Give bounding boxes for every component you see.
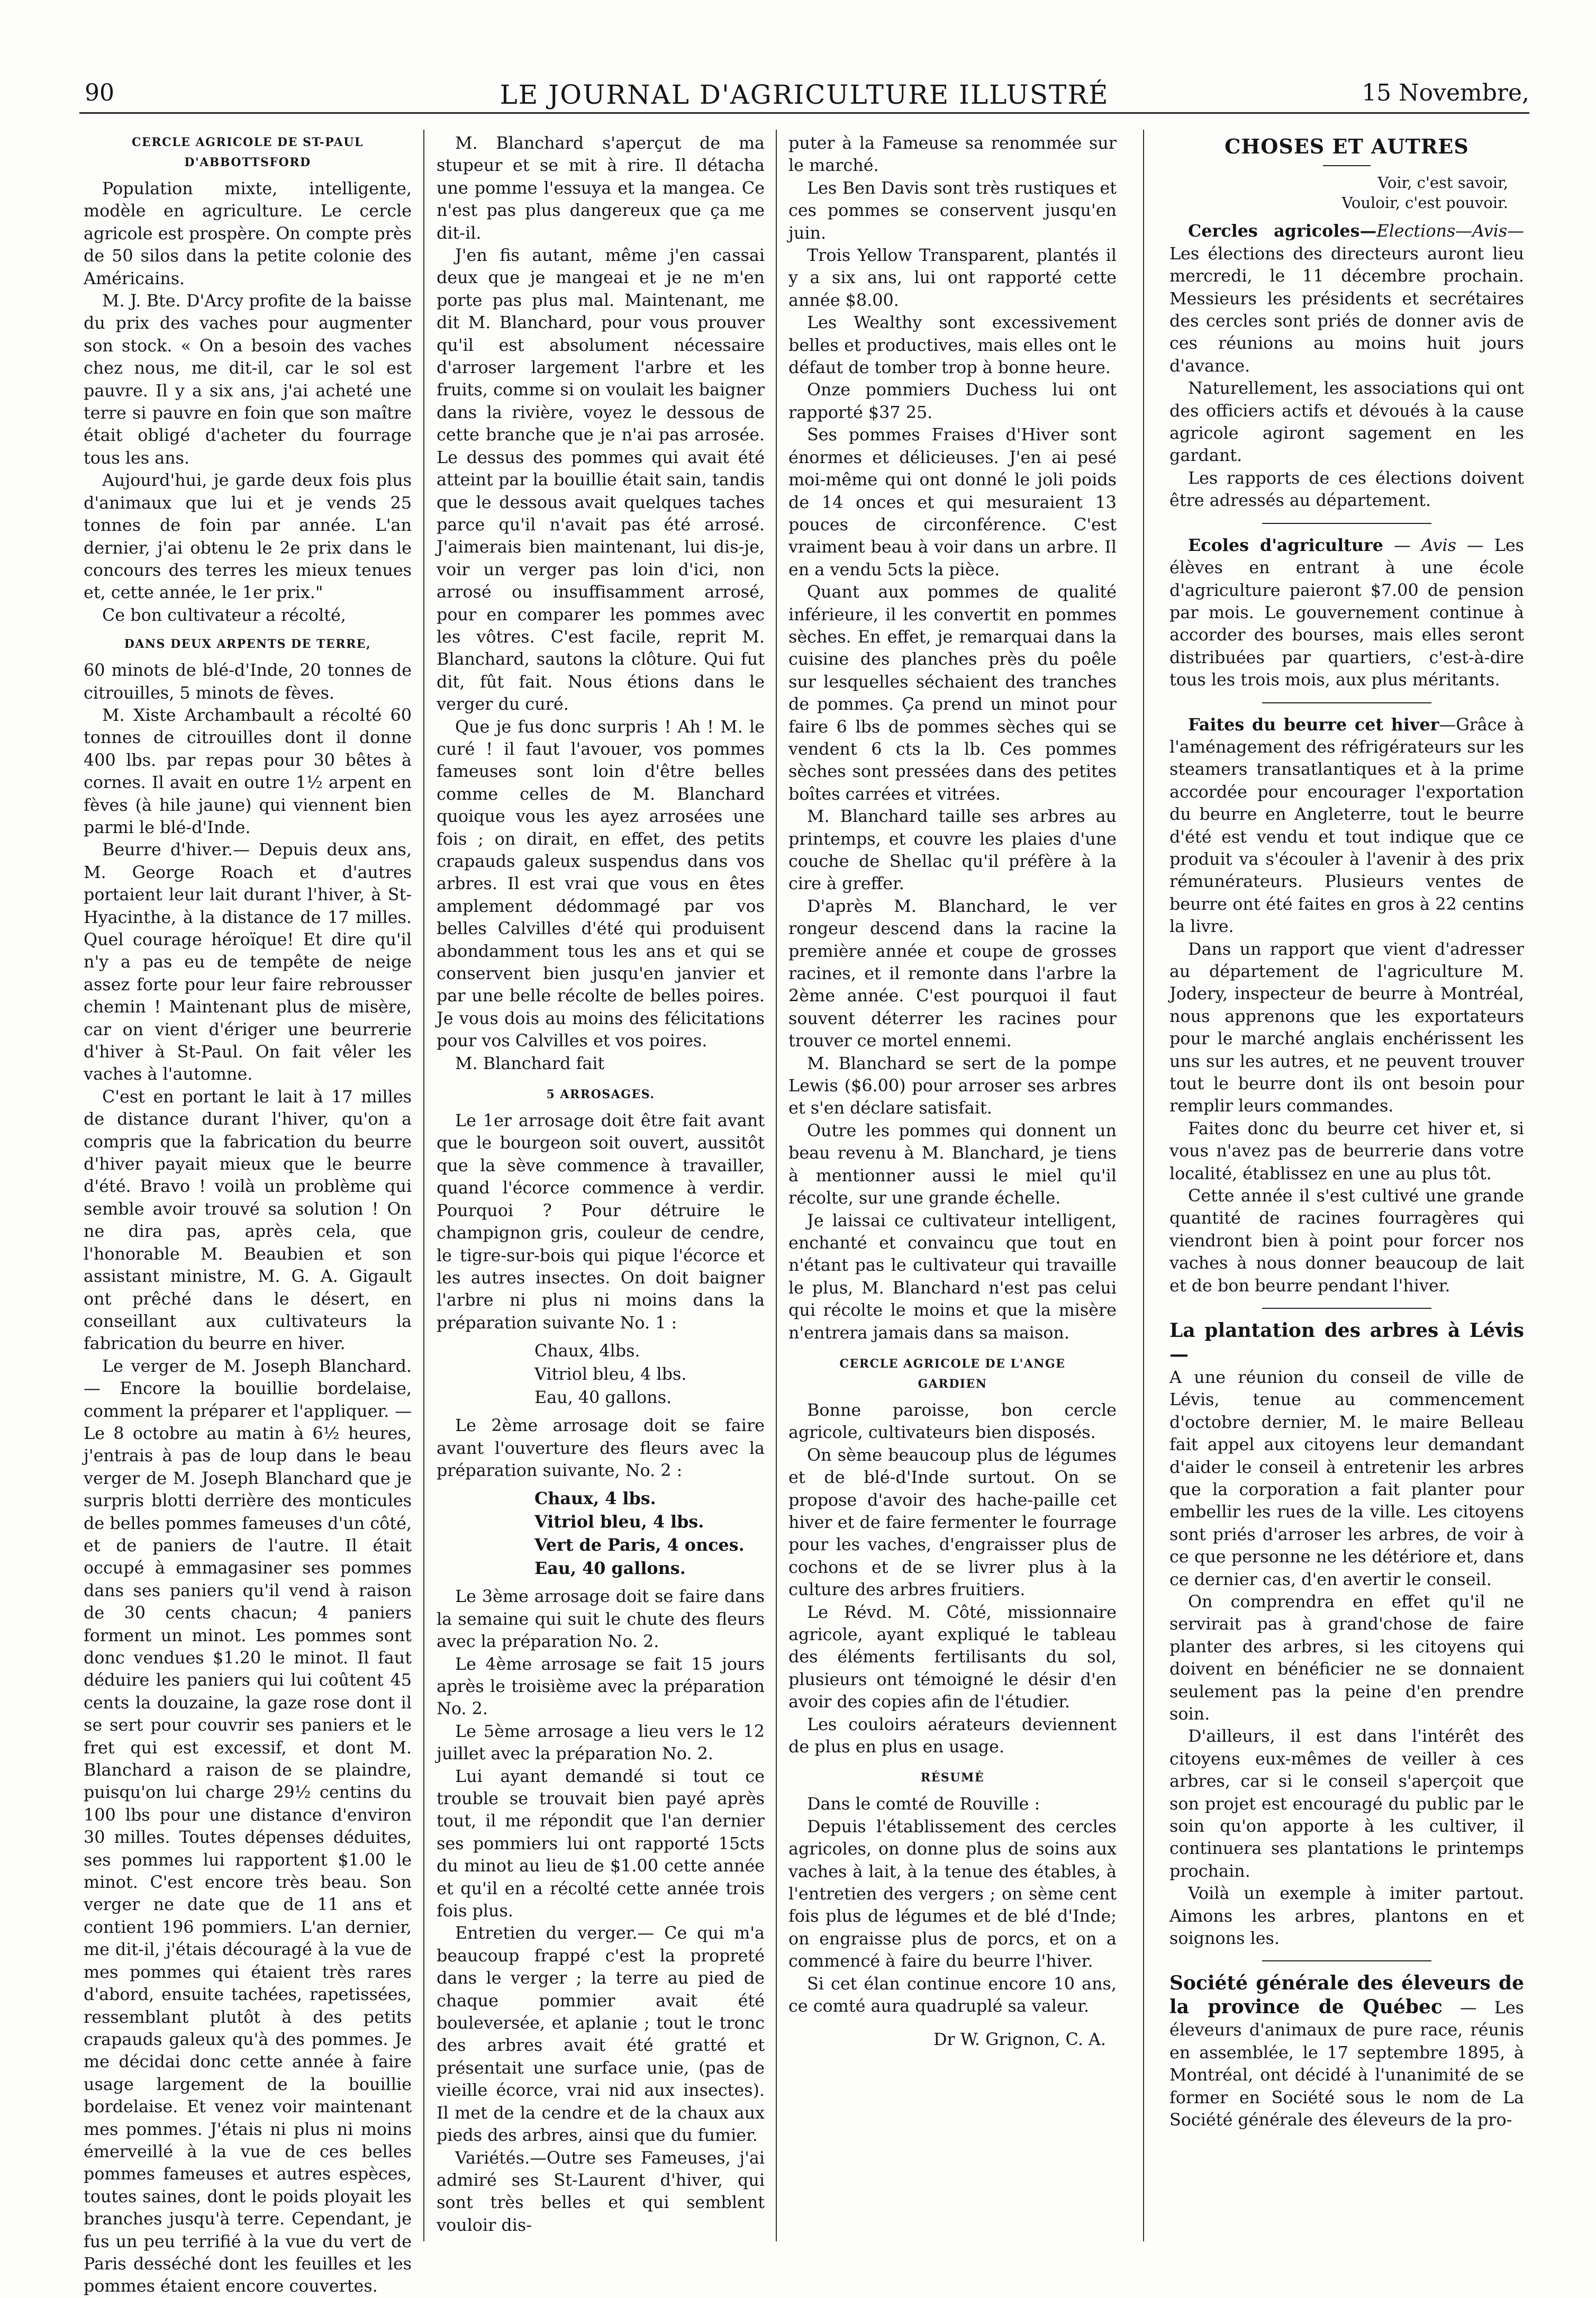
paragraph: On sème beaucoup plus de légumes et de blé-d'Inde surtout. On se propose d'avoir des hache-paille cet hiver et de faire fermenter le fourrage pour les vaches, d'engraisser plus de cochons et de se livrer plus à la culture des arbres fruitiers.	[788, 1445, 1117, 1600]
column-divider	[776, 130, 777, 2241]
paragraph: M. Blanchard fait	[455, 1053, 605, 1073]
formula-line: Vert de Paris, 4 onces.	[534, 1535, 745, 1555]
paragraph: Les élèves en entrant à une école d'agriculture paieront $7.00 de pension par mois. Le gouvernement continue à accorder des bourses, mais elles seront distribuées par quartiers, c'est-à-dire tous les trois mois, aux plus méritants.	[1169, 535, 1524, 690]
section-heading: CERCLE AGRICOLE DE L'ANGE GARDIEN	[839, 1356, 1066, 1391]
separator	[1262, 1960, 1431, 1961]
paragraph: Le Révd. M. Côté, missionnaire agricole, ayant expliqué le tableau des éléments fertilisants du sol, plusieurs ont témoigné le désir d'en avoir des copies afin de l'étudier.	[788, 1602, 1117, 1712]
paragraph: Ses pommes Fraises d'Hiver sont énormes et délicieuses. J'en ai pesé moi-même qui ont donné le joli poids de 14 onces et qui mesuraient 13 pouces de circonférence. C'est vraiment beau à voir dans un arbre. Il en a vendu 5cts la pièce.	[788, 425, 1117, 580]
column-divider	[1143, 130, 1144, 2241]
separator	[1323, 165, 1371, 166]
paragraph: Le 3ème arrosage doit se faire dans la semaine qui suit le chute des fleurs avec la préparation No. 2.	[437, 1587, 765, 1652]
paragraph: — Les éleveurs d'animaux de pure race, réunis en assemblée, le 17 septembre 1895, à Montréal, ont décidé à l'unanimité de se former en Société sous le nom de La Société générale des éleveurs de la pro-	[1169, 1997, 1524, 2130]
paragraph: M. J. Bte. D'Arcy profite de la baisse du prix des vaches pour augmenter son stock. « On a besoin des vaches chez nous, me dit-il, car le sol est pauvre. Il y a six ans, j'ai acheté une terre si pauvre en foin que son maître était obligé d'acheter du fourrage tous les ans.	[84, 291, 412, 468]
paragraph: —Grâce à l'aménagement des réfrigérateurs sur les steamers transatlantiques et à la prime accordée pour encourager l'exportation du beurre en Angleterre, tout le beurre d'été est vendu et tout indique que ce produit va s'écouler à l'avenir à des prix rémunérateurs. Plusieurs ventes de beurre ont été faites en gros à 22 centins la livre.	[1169, 714, 1525, 937]
column-2	[437, 132, 765, 2239]
paragraph: Les rapports de ces élections doivent être adressés au département.	[1169, 468, 1524, 511]
paragraph: Les Wealthy sont excessivement belles et productives, mais elles ont le défaut de tomber trop à bonne heure.	[788, 313, 1117, 378]
paragraph: Faites donc du beurre cet hiver et, si vous n'avez pas de beurrerie dans votre localité, établissez en une au plus tôt.	[1169, 1118, 1524, 1183]
page-header	[79, 79, 1529, 116]
paragraph: Bonne paroisse, bon cercle agricole, cultivateurs bien disposés.	[788, 1400, 1117, 1443]
paragraph: Le 4ème arrosage se fait 15 jours après le troisième avec la préparation No. 2.	[437, 1654, 765, 1719]
paragraph: 60 minots de blé-d'Inde, 20 tonnes de citrouilles, 5 minots de fèves.	[84, 661, 412, 703]
column-divider	[423, 130, 424, 2241]
paragraph: Quant aux pommes de qualité inférieure, il les convertit en pommes sèches. En effet, je remarquai dans la cuisine des planches près du poêle sur lesquelles séchaient des tranches de pommes. Ça prend un minot pour faire 6 lbs de pommes sèches qui se vendent 6 cts la lb. Ces pommes sèches sont pressées dans des petites boîtes carrées et vitrées.	[788, 582, 1117, 804]
separator	[1262, 702, 1431, 703]
paragraph: J'en fis autant, même j'en cassai deux que je mangeai et je ne m'en porte pas plus mal. Maintenant, me dit M. Blanchard, pour vous prouver qu'il est absolument nécessaire d'arroser largement l'arbre et les fruits, comme si on voulait les baigner dans la rivière, voyez le dessous de cette branche que je n'ai pas arrosée. Le dessus des pommes qui avait été atteint par la bouillie était sain, tandis que le dessous avait quelques taches parce qu'il n'avait pas été arrosé. J'aimerais bien maintenant, lui dis-je, voir un verger pas loin d'ici, non arrosé ou insuffisamment arrosé, pour en comparer les pommes avec les vôtres. C'est facile, reprit M. Blanchard, sautons la clôture. Qui fut dit, fût fait. Nous étions dans le verger du curé.	[437, 246, 765, 714]
paragraph: Que je fus donc surpris ! Ah ! M. le curé ! il faut l'avouer, vos pommes fameuses sont loin d'être belles comme celles de M. Blanchard quoique vous les ayez arrosées une fois ; on dirait, en effet, des petits crapauds galeux suspendus dans vos arbres. Il est vrai que vous en êtes amplement dédommagé par vos belles Calvilles d'été qui produisent abondamment tous les ans et qui se conservent bien jusqu'en janvier et par une belle récolte de belles poires. Je vous dois au moins des félicitations pour vos Calvilles et vos poires.	[437, 717, 765, 1051]
item-heading: Société générale des éleveurs de la province de Québec	[1169, 1972, 1524, 2018]
formula-line: Chaux, 4lbs.	[534, 1341, 640, 1361]
paragraph: Si cet élan continue encore 10 ans, ce comté aura quadruplé sa valeur.	[788, 1974, 1117, 2016]
separator	[1262, 1308, 1431, 1309]
formula-no-2	[437, 1487, 765, 1580]
paragraph: Entretien du verger.— Ce qui m'a beaucoup frappé c'est la propreté dans le verger ; la terre au pied de chaque pommier avait été bouleversée, et aplanie ; tout le tronc des arbres avait été gratté et présentait une surface unie, (pas de vieille écorce, vrai nid aux insectes). Il met de la cendre et de la chaux aux pieds des arbres, ainsi que du fumier.	[437, 1923, 765, 2146]
paragraph: On comprendra en effet qu'il ne servirait pas à grand'chose de faire planter des arbres, si les citoyens qui doivent en bénéficier ne se donnaient seulement pas la peine d'en prendre soin.	[1169, 1591, 1524, 1724]
subheading: 5 ARROSAGES.	[546, 1088, 655, 1102]
paragraph: D'ailleurs, il est dans l'intérêt des citoyens eux-mêmes de veiller à ces arbres, car si le conseil s'aperçoit que son projet est encouragé du public par le soin qu'on apporte à les cultiver, il continuera ses plantations le printemps prochain.	[1169, 1726, 1524, 1881]
paragraph: Les Ben Davis sont très rustiques et ces pommes se conservent jusqu'en juin.	[788, 178, 1117, 243]
formula-line: Vitriol bleu, 4 lbs.	[534, 1512, 704, 1532]
paragraph: Le 2ème arrosage doit se faire avant l'ouverture des fleurs avec la préparation suivante, No. 2 :	[437, 1416, 765, 1480]
item-heading: Faites du beurre cet hiver	[1187, 714, 1439, 735]
item-heading: Cercles agricoles—	[1187, 221, 1377, 241]
paragraph: M. Blanchard s'aperçut de ma stupeur et se mit à rire. Il détacha une pomme l'essuya et la mangea. Ce n'est pas plus dangereux que ça me dit-il.	[437, 133, 765, 243]
paragraph: M. Blanchard taille ses arbres au printemps, et couvre les plaies d'une couche de Shellac qu'il préfère à la cire à greffer.	[788, 807, 1117, 894]
signature: Dr W. Grignon, C. A.	[933, 2029, 1106, 2049]
paragraph: Naturellement, les associations qui ont des officiers actifs et dévoués à la cause agricole agiront sagement en les gardant.	[1169, 378, 1524, 466]
paragraph: C'est en portant le lait à 17 milles de distance durant l'hiver, qu'on a compris que la fabrication du beurre d'hiver payait mieux que le beurre d'été. Bravo ! voilà un problème qui semble avoir trouvé sa solution ! On ne dira pas, après cela, que l'honorable M. Beaubien et son assistant ministre, M. G. A. Gigault ont prêché dans le désert, en conseillant aux cultivateurs la fabrication du beurre en hiver.	[84, 1087, 412, 1354]
paragraph: Je laissai ce cultivateur intelligent, enchanté et convaincu que tout en n'étant pas le cultivateur qui travaille le plus, M. Blanchard n'est pas celui qui récolte le moins et que la misère n'entrera jamais dans sa maison.	[788, 1210, 1117, 1343]
paragraph: Ce bon cultivateur a récolté,	[102, 605, 346, 625]
formula-no-1	[437, 1340, 765, 1409]
column-3	[788, 132, 1117, 2239]
paragraph: Beurre d'hiver.— Depuis deux ans, M. George Roach et d'autres portaient leur lait durant l'hiver, à St-Hyacinthe, à la distance de 17 milles. Quel courage héroïque! Et dire qu'il n'y a pas eu de tempête de neige assez forte pour leur faire rebrousser chemin ! Maintenant plus de misère, car on vient d'ériger une beurrerie d'hiver à St-Paul. On fait vêler les vaches à l'automne.	[84, 840, 412, 1084]
paragraph: D'après M. Blanchard, le ver rongeur descend dans la racine la première année et coupe de grosses racines, et il remonte dans l'arbre la 2ème année. C'est pourquoi il faut souvent déterrer les racines pour trouver ce mortel ennemi.	[788, 896, 1117, 1051]
separator	[1262, 523, 1431, 524]
paragraph: Les couloirs aérateurs deviennent de plus en plus en usage.	[788, 1714, 1117, 1757]
item-heading: La plantation des arbres à Lévis—	[1169, 1319, 1524, 1365]
formula-line: Eau, 40 gallons.	[534, 1388, 672, 1408]
section-heading: CERCLE AGRICOLE DE ST-PAUL D'ABBOTTSFORD	[132, 135, 364, 169]
page-number: 90	[85, 79, 114, 106]
paragraph: Dans le comté de Rouville :	[806, 1794, 1040, 1814]
paragraph: Le verger de M. Joseph Blanchard.— Encore la bouillie bordelaise, comment la préparer et l'appliquer. — Le 8 octobre au matin à 6½ heures, j'entrais à pas de loup dans le beau verger de M. Joseph Blanchard que je surpris blotti derrière des monticules de belles pommes fameuses d'un côté, et de paniers de l'autre. Il était occupé à emmagasiner ses pommes dans ses paniers qu'il vend à raison de 30 cents chacun; 4 paniers forment un minot. Les pommes sont donc vendues $1.20 le minot. Il faut déduire les paniers qui lui coûtent 45 cents la douzaine, la gaze rose dont il se sert pour couvrir ses paniers et le fret qui est excessif, et dont M. Blanchard a raison de se plaindre, puisqu'on lui charge 29½ centins du 100 lbs pour une distance d'environ 30 milles. Toutes dépenses déduites, ses pommes lui rapportent $1.00 le minot. C'est encore très beau. Son verger ne date que de 11 ans et contient 196 pommiers. L'an dernier, me dit-il, j'étais découragé à la vue de mes pommes qui étaient très rares d'abord, ensuite tachées, rapetissées, ressemblant plutôt à des petits crapauds galeux qu'à des pommes. Je me décidai donc cette année à faire usage largement de la bouillie bordelaise. Et venez voir maintenant mes pommes. J'étais ni plus ni moins émerveillé à la vue de ces belles pommes fameuses et autres espèces, toutes saines, dont le poids ployait les branches jusqu'à terre. Cependant, je fus un peu terrifié à la vue du vert de Paris desséché dont les feuilles et les pommes étaient encore couvertes.	[84, 1356, 412, 2296]
column-4	[1169, 132, 1524, 2239]
paragraph: Voilà un exemple à imiter partout. Aimons les arbres, plantons en et soignons les.	[1169, 1884, 1524, 1949]
section-title: CHOSES ET AUTRES	[1225, 134, 1469, 158]
paragraph: A une réunion du conseil de ville de Lévis, tenue au commencement d'octobre dernier, M. le maire Belleau fait appel aux citoyens leur demandant d'aider le conseil à entretenir les arbres que la corporation a fait planter pour embellir les rues de la ville. Les citoyens sont priés d'arroser les arbres, de voir à ce que personne ne les détériore et, dans ce dernier cas, d'en avertir le conseil.	[1169, 1367, 1524, 1589]
column-1	[84, 132, 412, 2296]
paragraph: Onze pommiers Duchess lui ont rapporté $37 25.	[788, 380, 1117, 422]
paragraph: Aujourd'hui, je garde deux fois plus d'animaux que lui et je vends 25 tonnes de foin par année. L'an dernier, j'ai obtenu le 2e prix dans le concours des terres les mieux tenues et, cette année, le 1er prix."	[84, 471, 412, 603]
subheading: DANS DEUX ARPENTS DE TERRE,	[124, 637, 371, 652]
paragraph: M. Xiste Archambault a récolté 60 tonnes de citrouilles dont il donne 400 lbs. par repas pour 30 bêtes à cornes. Il avait en outre 1½ arpent en fèves (à hile jaune) qui viennent bien parmi le blé-d'Inde.	[84, 705, 412, 837]
formula-line: Vitriol bleu, 4 lbs.	[534, 1364, 687, 1385]
paragraph: Outre les pommes qui donnent un beau revenu à M. Blanchard, je tiens à mentionner aussi le miel qu'il récolte, sur une grande échelle.	[788, 1120, 1117, 1208]
paragraph: Trois Yellow Transparent, plantés il y a six ans, lui ont rapporté cette année $8.00.	[788, 246, 1117, 310]
paragraph: puter à la Fameuse sa renommée sur le marché.	[788, 133, 1117, 176]
paragraph: Variétés.—Outre ses Fameuses, j'ai admiré ses St-Laurent d'hiver, qui sont très belles et qui semblent vouloir dis-	[437, 2148, 765, 2235]
issue-date: 15 Novembre,	[1362, 79, 1529, 106]
header-rule	[79, 112, 1529, 114]
paragraph: Cette année il s'est cultivé une grande quantité de racines fourragères qui viendront bien à point pour forcer nos vaches à nous donner beaucoup de lait et de bon beurre pendant l'hiver.	[1169, 1186, 1524, 1296]
paragraph: Population mixte, intelligente, modèle en agriculture. Le cercle agricole est prospère. On compte près de 50 silos dans la petite colonie des Américains.	[84, 179, 412, 288]
paragraph: Le 5ème arrosage a lieu vers le 12 juillet avec la préparation No. 2.	[437, 1721, 765, 1764]
formula-line: Eau, 40 gallons.	[534, 1559, 686, 1579]
journal-title: LE JOURNAL D'AGRICULTURE ILLUSTRÉ	[500, 79, 1109, 110]
epigraph-line: Vouloir, c'est pouvoir.	[1341, 194, 1508, 212]
paragraph: Lui ayant demandé si tout ce trouble se trouvait bien payé après tout, il me répondit que l'an dernier ses pommiers lui ont rapporté 15cts du minot au lieu de $1.00 cette année et qu'il en a récolté cette année trois fois plus.	[437, 1766, 765, 1921]
item-heading: Ecoles d'agriculture	[1187, 535, 1383, 555]
item-subheading: Elections—Avis—	[1376, 221, 1524, 241]
epigraph-line: Voir, c'est savoir,	[1377, 174, 1508, 192]
item-subheading: — Avis —	[1383, 535, 1494, 555]
paragraph: Les élections des directeurs auront lieu mercredi, le 11 décembre prochain. Messieurs les présidents et secrétaires des cercles sont priés de donner avis de ces réunions au moins huit jours d'avance.	[1169, 243, 1524, 376]
subheading: RÉSUMÉ	[920, 1771, 985, 1785]
paragraph: Le 1er arrosage doit être fait avant que le bourgeon soit ouvert, aussitôt que la sève commence à travailler, quand l'écorce commence à verdir. Pourquoi ? Pour détruire le champignon gris, couleur de cendre, le tigre-sur-bois qui pique l'écorce et les autres insectes. On doit baigner l'arbre ni plus ni moins dans la préparation suivante No. 1 :	[437, 1111, 765, 1333]
paragraph: M. Blanchard se sert de la pompe Lewis ($6.00) pour arroser ses arbres et s'en déclare satisfait.	[788, 1053, 1117, 1118]
paragraph: Dans un rapport que vient d'adresser au département de l'agriculture M. Jodery, inspecteur de beurre à Montréal, nous apprenons que les exportateurs pour le marché anglais enchérissent les uns sur les autres, et ne peuvent trouver tout le beurre dont ils ont besoin pour remplir leurs commandes.	[1169, 939, 1524, 1116]
formula-line: Chaux, 4 lbs.	[534, 1489, 656, 1509]
paragraph: Depuis l'établissement des cercles agricoles, on donne plus de soins aux vaches à lait, à la tenue des étables, à l'entretien des vergers ; on sème cent fois plus de légumes et de blé d'Inde; on engraisse plus de porcs, et on a commencé à faire du beurre l'hiver.	[788, 1816, 1117, 1971]
